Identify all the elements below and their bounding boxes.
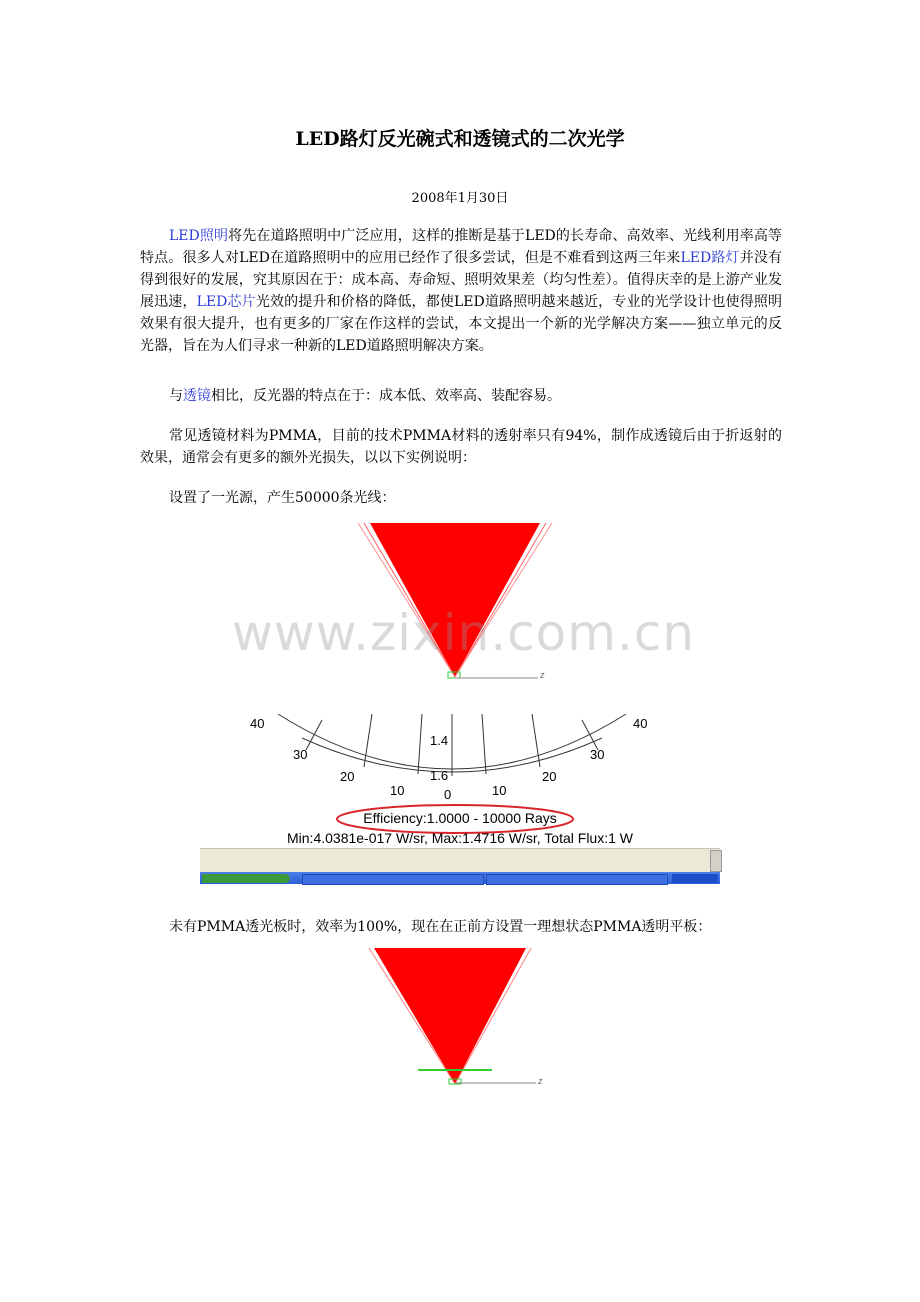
watermark: www.zixin.com.cn	[232, 604, 696, 662]
polar-intensity-plot	[240, 706, 680, 814]
polar-radial-left-20	[364, 714, 372, 767]
date: 2008年1月30日	[411, 191, 509, 206]
angle-label-left-20: 20	[340, 769, 355, 784]
z-axis-label: z	[540, 670, 545, 680]
paragraph-comparison	[140, 385, 782, 407]
link-led-chip[interactable]: LED芯片	[196, 294, 256, 310]
taskbar-window-button-2[interactable]	[486, 874, 668, 885]
polar-radial-left-10	[418, 714, 422, 774]
angle-label-center: 0	[444, 787, 452, 802]
link-lens[interactable]: 透镜	[183, 388, 211, 404]
angle-label-right-40: 40	[633, 716, 648, 731]
taskbar-window-button-3[interactable]	[672, 874, 718, 883]
intro-text-1: 将先在道路照明中广泛应用，这样的推断是基于LED的长寿命、高效率、光线利用率高等特点。很多人对LED在道路照明中的应用已经作了很多尝试，但是不难看到这两三年来	[140, 228, 782, 266]
angle-label-left-10: 10	[390, 783, 405, 798]
polar-radial-right-10	[482, 714, 486, 774]
paragraph-light-source: 设置了一光源，产生50000条光线：	[169, 490, 396, 506]
z-axis-label-2: z	[538, 1076, 543, 1086]
light-beam-cone-2	[374, 948, 526, 1084]
start-button[interactable]	[202, 874, 290, 883]
angle-label-left-40: 40	[250, 716, 265, 731]
angle-label-right-10: 10	[492, 783, 507, 798]
angle-label-right-30: 30	[590, 747, 605, 762]
paragraph-intro	[140, 225, 782, 357]
link-led-streetlight[interactable]: LED路灯	[680, 250, 740, 266]
window-status-area	[200, 848, 720, 873]
taskbar-window-button-1[interactable]	[302, 874, 484, 885]
taskbar	[200, 872, 720, 884]
flux-stats-text: Min:4.0381e-017 W/sr, Max:1.4716 W/sr, Total Flux:1 W	[287, 830, 633, 846]
page-title: LED路灯反光碗式和透镜式的二次光学	[295, 128, 625, 150]
angle-label-left-30: 30	[293, 747, 308, 762]
comparison-text-0: 与	[169, 388, 183, 404]
intro-text-3: 光效的提升和价格的降低，都使LED道路照明越来越近，专业的光学设计也使得照明效果有很大提升，也有更多的厂家在作这样的尝试，本文提出一个新的光学解决方案——独立单元的反光器，旨在为人们寻求一种新的LED道路照明解决方案。	[140, 294, 782, 354]
polar-radial-right-20	[532, 714, 540, 767]
ray-trace-figure-2	[366, 946, 546, 1086]
paragraph-pmma-plate: 未有PMMA透光板时，效率为100%，现在在正前方设置一理想状态PMMA透明平板：	[169, 919, 712, 935]
paragraph-pmma: 常见透镜材料为PMMA，目前的技术PMMA材料的透射率只有94%，制作成透镜后由于折返射的效果，通常会有更多的额外光损失，以以下实例说明：	[140, 428, 782, 466]
link-led-lighting[interactable]: LED照明	[169, 228, 229, 244]
efficiency-text: Efficiency:1.0000 - 10000 Rays	[363, 810, 557, 826]
ring-label-1-6: 1.6	[430, 768, 449, 783]
intro-text-2: 并没有得到很好的发展，究其原因在于：成本高、寿命短、照明效果差（均匀性差）。值得庆幸的是上游产业发展迅速，	[140, 250, 782, 310]
ring-label-1-4: 1.4	[430, 733, 449, 748]
scrollbar-edge[interactable]	[710, 850, 722, 872]
angle-label-right-20: 20	[542, 769, 557, 784]
comparison-text-1: 相比，反光器的特点在于：成本低、效率高、装配容易。	[211, 388, 561, 404]
window-taskbar-strip	[200, 848, 720, 884]
